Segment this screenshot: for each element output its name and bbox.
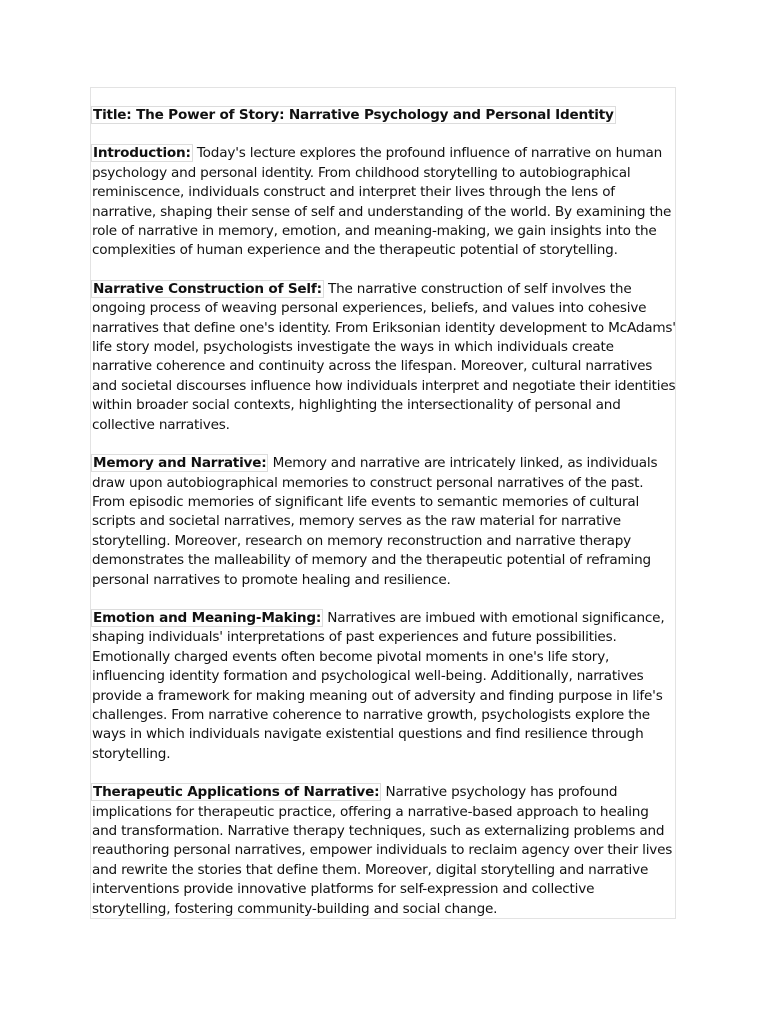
document-body — [92, 106, 676, 919]
section-heading: Memory and Narrative: — [93, 455, 267, 472]
section-body: Narratives are imbued with emotional significance, shaping individuals' interpretations of past experiences and future possibilities. Emotionally charged events often become pivotal moments in one's life story, influencing identity formation and psychological well-being. Additionally, narratives provide a framework for making meaning out of adversity and finding purpose in life's challenges. From narrative coherence to narrative growth, psychologists explore the ways in which individuals navigate existential questions and find resilience through storytelling. — [92, 609, 665, 762]
section-heading: Emotion and Meaning-Making: — [93, 609, 322, 626]
section-body: Today's lecture explores the profound influence of narrative on human psychology and personal identity. From childhood storytelling to autobiographical reminiscence, individuals construct and interpret their lives through the lens of narrative, shaping their sense of self and understanding of the world. By examining the role of narrative in memory, emotion, and meaning-making, we gain insights into the complexities of human experience and the therapeutic potential of storytelling. — [92, 145, 672, 259]
section-heading: Introduction: — [93, 145, 191, 162]
section-therapeutic-applications — [92, 783, 676, 919]
section-introduction — [92, 144, 676, 260]
section-body: The narrative construction of self involves the ongoing process of weaving personal experiences, beliefs, and values into cohesive narratives that define one's identity. From Eriksonian identity development to McAdams' life story model, psychologists investigate the ways in which individuals create narrative coherence and continuity across the lifespan. Moreover, cultural narratives and societal discourses influence how individuals interpret and negotiate their identities within broader social contexts, highlighting the intersectionality of personal and collective narratives. — [92, 280, 676, 433]
document-title: Title: The Power of Story: Narrative Psychology and Personal Identity — [93, 107, 614, 123]
section-emotion-and-meaning-making — [92, 609, 676, 764]
section-body: Narrative psychology has profound implications for therapeutic practice, offering a narrative-based approach to healing and transformation. Narrative therapy techniques, such as externalizing problems and reauthoring personal narratives, empower individuals to reclaim agency over their lives and rewrite the stories that define them. Moreover, digital storytelling and narrative interventions provide innovative platforms for self-expression and collective storytelling, fostering community-building and social change. — [92, 784, 673, 917]
section-heading: Narrative Construction of Self: — [93, 280, 322, 297]
section-memory-and-narrative — [92, 454, 676, 590]
section-heading: Therapeutic Applications of Narrative: — [93, 784, 380, 801]
document-title-line — [92, 106, 676, 125]
section-body: Memory and narrative are intricately linked, as individuals draw upon autobiographical memories to construct personal narratives of the past. From episodic memories of significant life events to semantic memories of cultural scripts and societal narratives, memory serves as the raw material for narrative storytelling. Moreover, research on memory reconstruction and narrative therapy demonstrates the malleability of memory and the therapeutic potential of reframing personal narratives to promote healing and resilience. — [92, 455, 658, 588]
section-narrative-construction-of-self — [92, 280, 676, 435]
